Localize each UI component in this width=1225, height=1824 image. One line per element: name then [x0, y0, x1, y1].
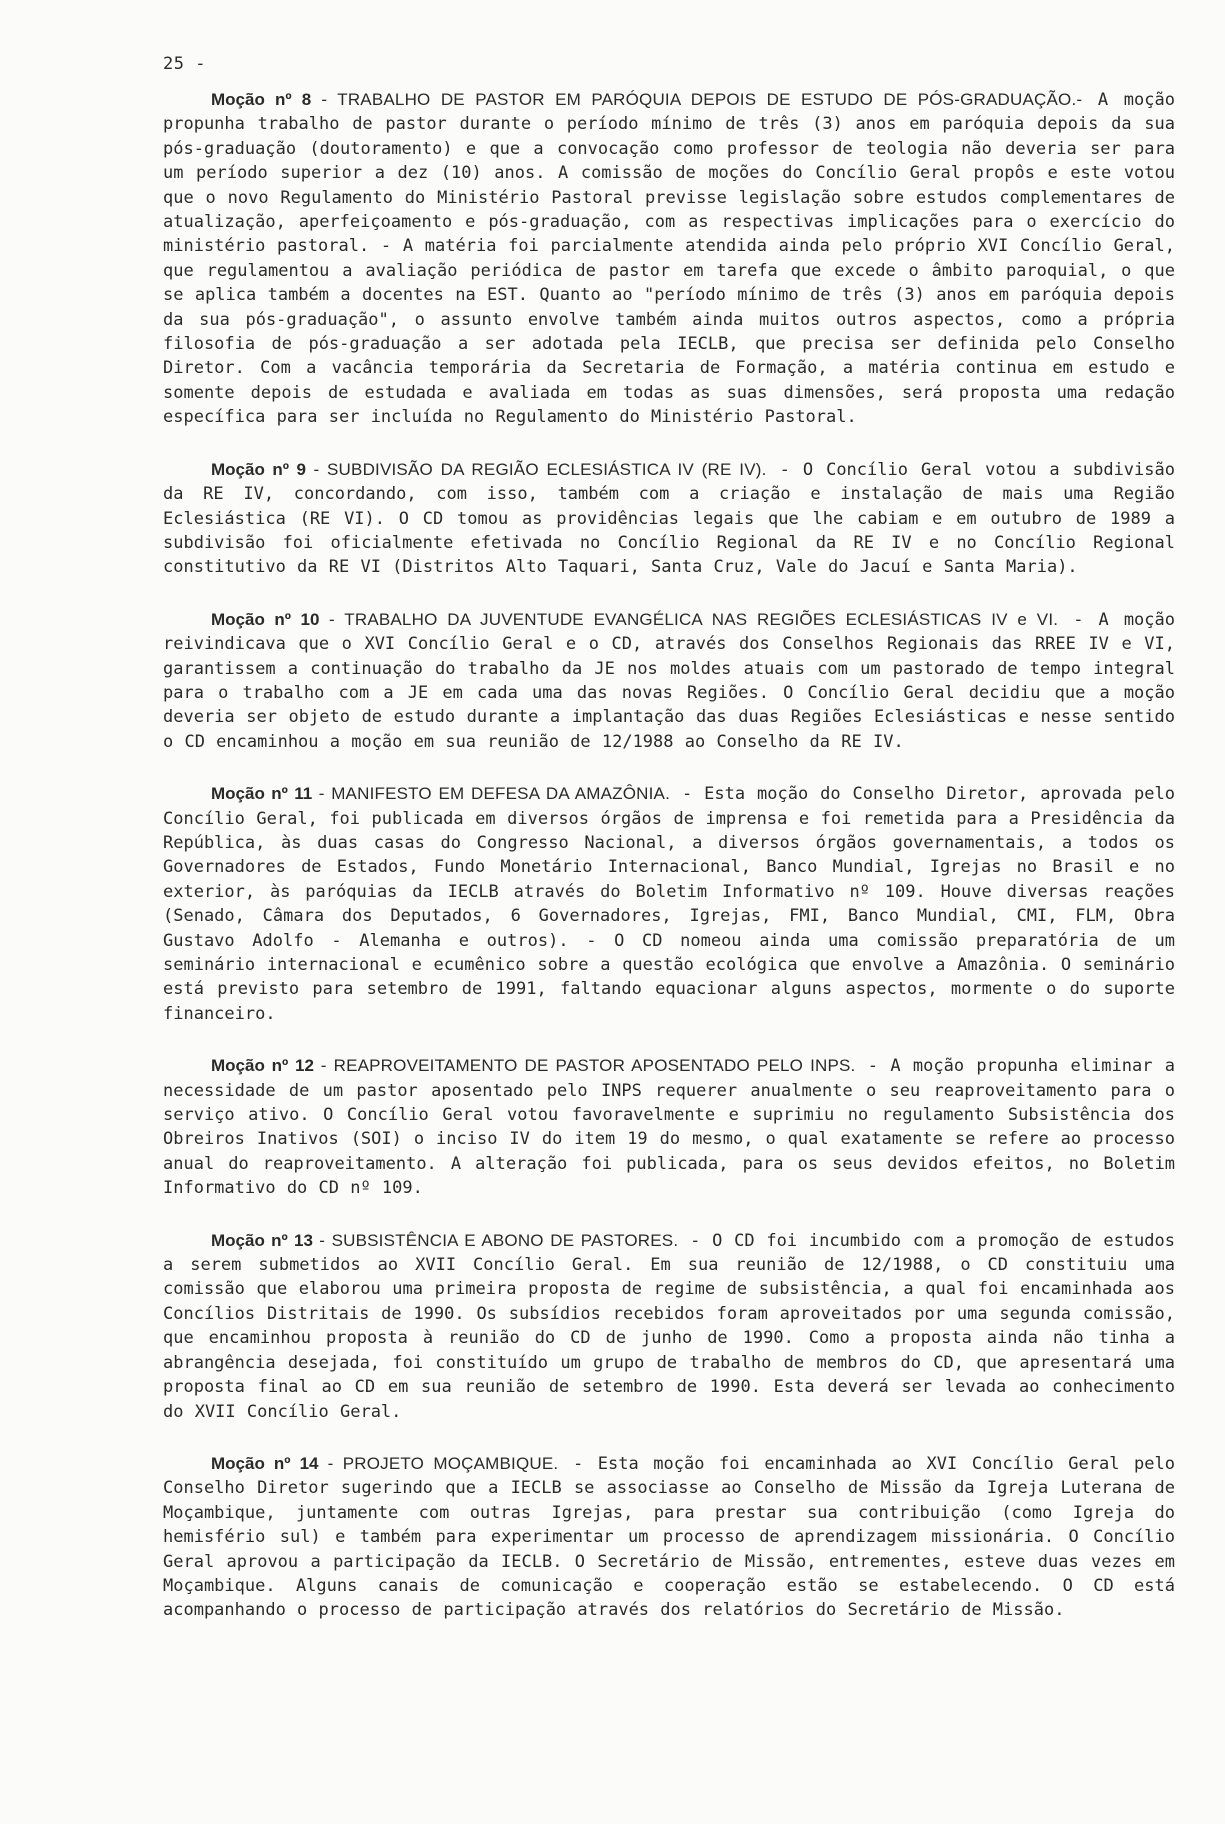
motion-heading: [163, 1231, 678, 1250]
motion-title: - TRABALHO DE PASTOR EM PARÓQUIA DEPOIS DE ESTUDO DE PÓS-GRADUAÇÃO.-: [321, 90, 1083, 109]
motion-label: Moção nº 13: [211, 1230, 313, 1250]
motion-paragraph: [163, 1452, 1175, 1623]
motion-body: - A moção reivindicava que o XVI Concílio Geral e o CD, através dos Conselhos Regionais das RREE IV e VI, garantissem a continuação do trabalho da JE nos moldes atuais com um pastorado de tempo integral para o trabalho com a JE em cada uma das novas Regiões. O Concílio Geral decidiu que a moção deveria ser objeto de estudo durante a implantação das duas Regiões Eclesiásticas e nesse sentido o CD encaminhou a moção em sua reunião de 12/1988 ao Conselho da RE IV.: [163, 609, 1175, 752]
motion-title: - PROJETO MOÇAMBIQUE.: [327, 1453, 559, 1473]
document-body: [163, 88, 1175, 1651]
motion-paragraph: [163, 1229, 1175, 1424]
motion-label: Moção nº 12: [211, 1056, 314, 1076]
motion-body: A moção propunha trabalho de pastor durante o período mínimo de três (3) anos em paróquia depois da sua pós-graduação (doutoramento) e que a convocação como professor de teologia não deveria ser para um período superior a dez (10) anos. A comissão de moções do Concílio Geral propôs e este votou que o novo Regulamento do Ministério Pastoral previsse legislação sobre estudos complementares de atualização, aperfeiçoamento e pós-graduação, com as respectivas implicações para o exercício do ministério pastoral. - A matéria foi parcialmente atendida ainda pelo próprio XVI Concílio Geral, que regulamentou a avaliação periódica de pastor em tarefa que excede o âmbito paroquial, o que se aplica também a docentes na EST. Quanto ao "período mínimo de três (3) anos em paróquia depois da sua pós-graduação", o assunto envolve também ainda muitos outros aspectos, como a própria filosofia de pós-graduação a ser adotada pela IECLB, que precisa ser definida pelo Conselho Diretor. Com a vacância temporária da Secretaria de Formação, a matéria continua em estudo e somente depois de estudada e avaliada em todas as suas dimensões, será proposta uma redação específica para ser incluída no Regulamento do Ministério Pastoral.: [163, 90, 1175, 428]
motion-title: - SUBSISTÊNCIA E ABONO DE PASTORES.: [319, 1230, 679, 1250]
motion-body: - O CD foi incumbido com a promoção de estudos a serem submetidos ao XVII Concílio Geral. Em sua reunião de 12/1988, o CD constituiu uma comissão que elaborou uma primeira proposta de regime de subsistência, a qual foi encaminhada aos Concílios Distritais de 1990. Os subsídios recebidos foram aproveitados por uma segunda comissão, que encaminhou proposta à reunião do CD de junho de 1990. Como a proposta ainda não tinha a abrangência desejada, foi constituído um grupo de trabalho de membros do CD, que apresentará uma proposta final ao CD em sua reunião de setembro de 1990. Esta deverá ser levada ao conhecimento do XVII Concílio Geral.: [163, 1230, 1175, 1422]
motion-12: [163, 1054, 1175, 1200]
motion-10: [163, 608, 1175, 754]
motion-9: [163, 458, 1175, 580]
motion-title: - SUBDIVISÃO DA REGIÃO ECLESIÁSTICA IV (RE IV).: [313, 459, 767, 479]
motion-label: Moção nº 9: [211, 459, 306, 479]
motion-title: - REAPROVEITAMENTO DE PASTOR APOSENTADO PELO INPS.: [320, 1056, 856, 1076]
motion-heading: [163, 784, 670, 803]
motion-heading: [163, 460, 767, 479]
motion-heading: [163, 90, 1082, 109]
motion-body: - Esta moção do Conselho Diretor, aprovada pelo Concílio Geral, foi publicada em diversos órgãos de imprensa e foi remetida para a Presidência da República, às duas casas do Congresso Nacional, a diversos órgãos governamentais, a todos os Governadores de Estados, Fundo Monetário Internacional, Banco Mundial, Igrejas no Brasil e no exterior, às paróquias da IECLB através do Boletim Informativo nº 109. Houve diversas reações (Senado, Câmara dos Deputados, 6 Governadores, Igrejas, FMI, Banco Mundial, CMI, FLM, Obra Gustavo Adolfo - Alemanha e outros). - O CD nomeou ainda uma comissão preparatória de um seminário internacional e ecumênico sobre a questão ecológica que envolve a Amazônia. O seminário está previsto para setembro de 1991, faltando equacionar alguns aspectos, mormente o do suporte financeiro.: [163, 784, 1175, 1024]
motion-paragraph: [163, 458, 1175, 580]
motion-label: Moção nº 14: [211, 1453, 319, 1473]
motion-title: - TRABALHO DA JUVENTUDE EVANGÉLICA NAS REGIÕES ECLESIÁSTICAS IV e VI.: [328, 609, 1059, 629]
motion-body: - O Concílio Geral votou a subdivisão da RE IV, concordando, com isso, também com a criação e instalação de mais uma Região Eclesiástica (RE VI). O CD tomou as providências legais que lhe cabiam e em outubro de 1989 a subdivisão foi oficialmente efetivada no Concílio Regional da RE IV e no Concílio Regional constitutivo da RE VI (Distritos Alto Taquari, Santa Cruz, Vale do Jacuí e Santa Maria).: [163, 459, 1175, 578]
motion-paragraph: [163, 88, 1175, 430]
motion-paragraph: [163, 782, 1175, 1026]
motion-heading: [163, 610, 1058, 629]
motion-label: Moção nº 10: [211, 609, 320, 629]
motion-label: Moção nº 11: [211, 784, 313, 804]
motion-title: - MANIFESTO EM DEFESA DA AMAZÔNIA.: [318, 784, 671, 804]
motion-paragraph: [163, 608, 1175, 754]
motion-11: [163, 782, 1175, 1026]
motion-paragraph: [163, 1054, 1175, 1200]
motion-14: [163, 1452, 1175, 1623]
motion-heading: [163, 1056, 855, 1075]
motion-label: Moção nº 8: [211, 90, 312, 109]
motion-8: [163, 88, 1175, 430]
motion-body: - Esta moção foi encaminhada ao XVI Concílio Geral pelo Conselho Diretor sugerindo que a IECLB se associasse ao Conselho de Missão da Igreja Luterana de Moçambique, juntamente com outras Igrejas, para prestar sua contribuição (como Igreja do hemisfério sul) e também para experimentar um processo de aprendizagem missionária. O Concílio Geral aprovou a participação da IECLB. O Secretário de Missão, entrementes, esteve duas vezes em Moçambique. Alguns canais de comunicação e cooperação estão se estabelecendo. O CD está acompanhando o processo de participação através dos relatórios do Secretário de Missão.: [163, 1453, 1175, 1621]
page-number: 25 -: [163, 54, 206, 74]
motion-13: [163, 1229, 1175, 1424]
motion-body: - A moção propunha eliminar a necessidade de um pastor aposentado pelo INPS requerer anualmente o seu reaproveitamento para o serviço ativo. O Concílio Geral votou favoravelmente e suprimiu no regulamento Subsistência dos Obreiros Inativos (SOI) o inciso IV do item 19 do mesmo, o qual exatamente se refere ao processo anual do reaproveitamento. A alteração foi publicada, para os seus devidos efeitos, no Boletim Informativo do CD nº 109.: [163, 1056, 1175, 1199]
motion-heading: [163, 1454, 558, 1473]
